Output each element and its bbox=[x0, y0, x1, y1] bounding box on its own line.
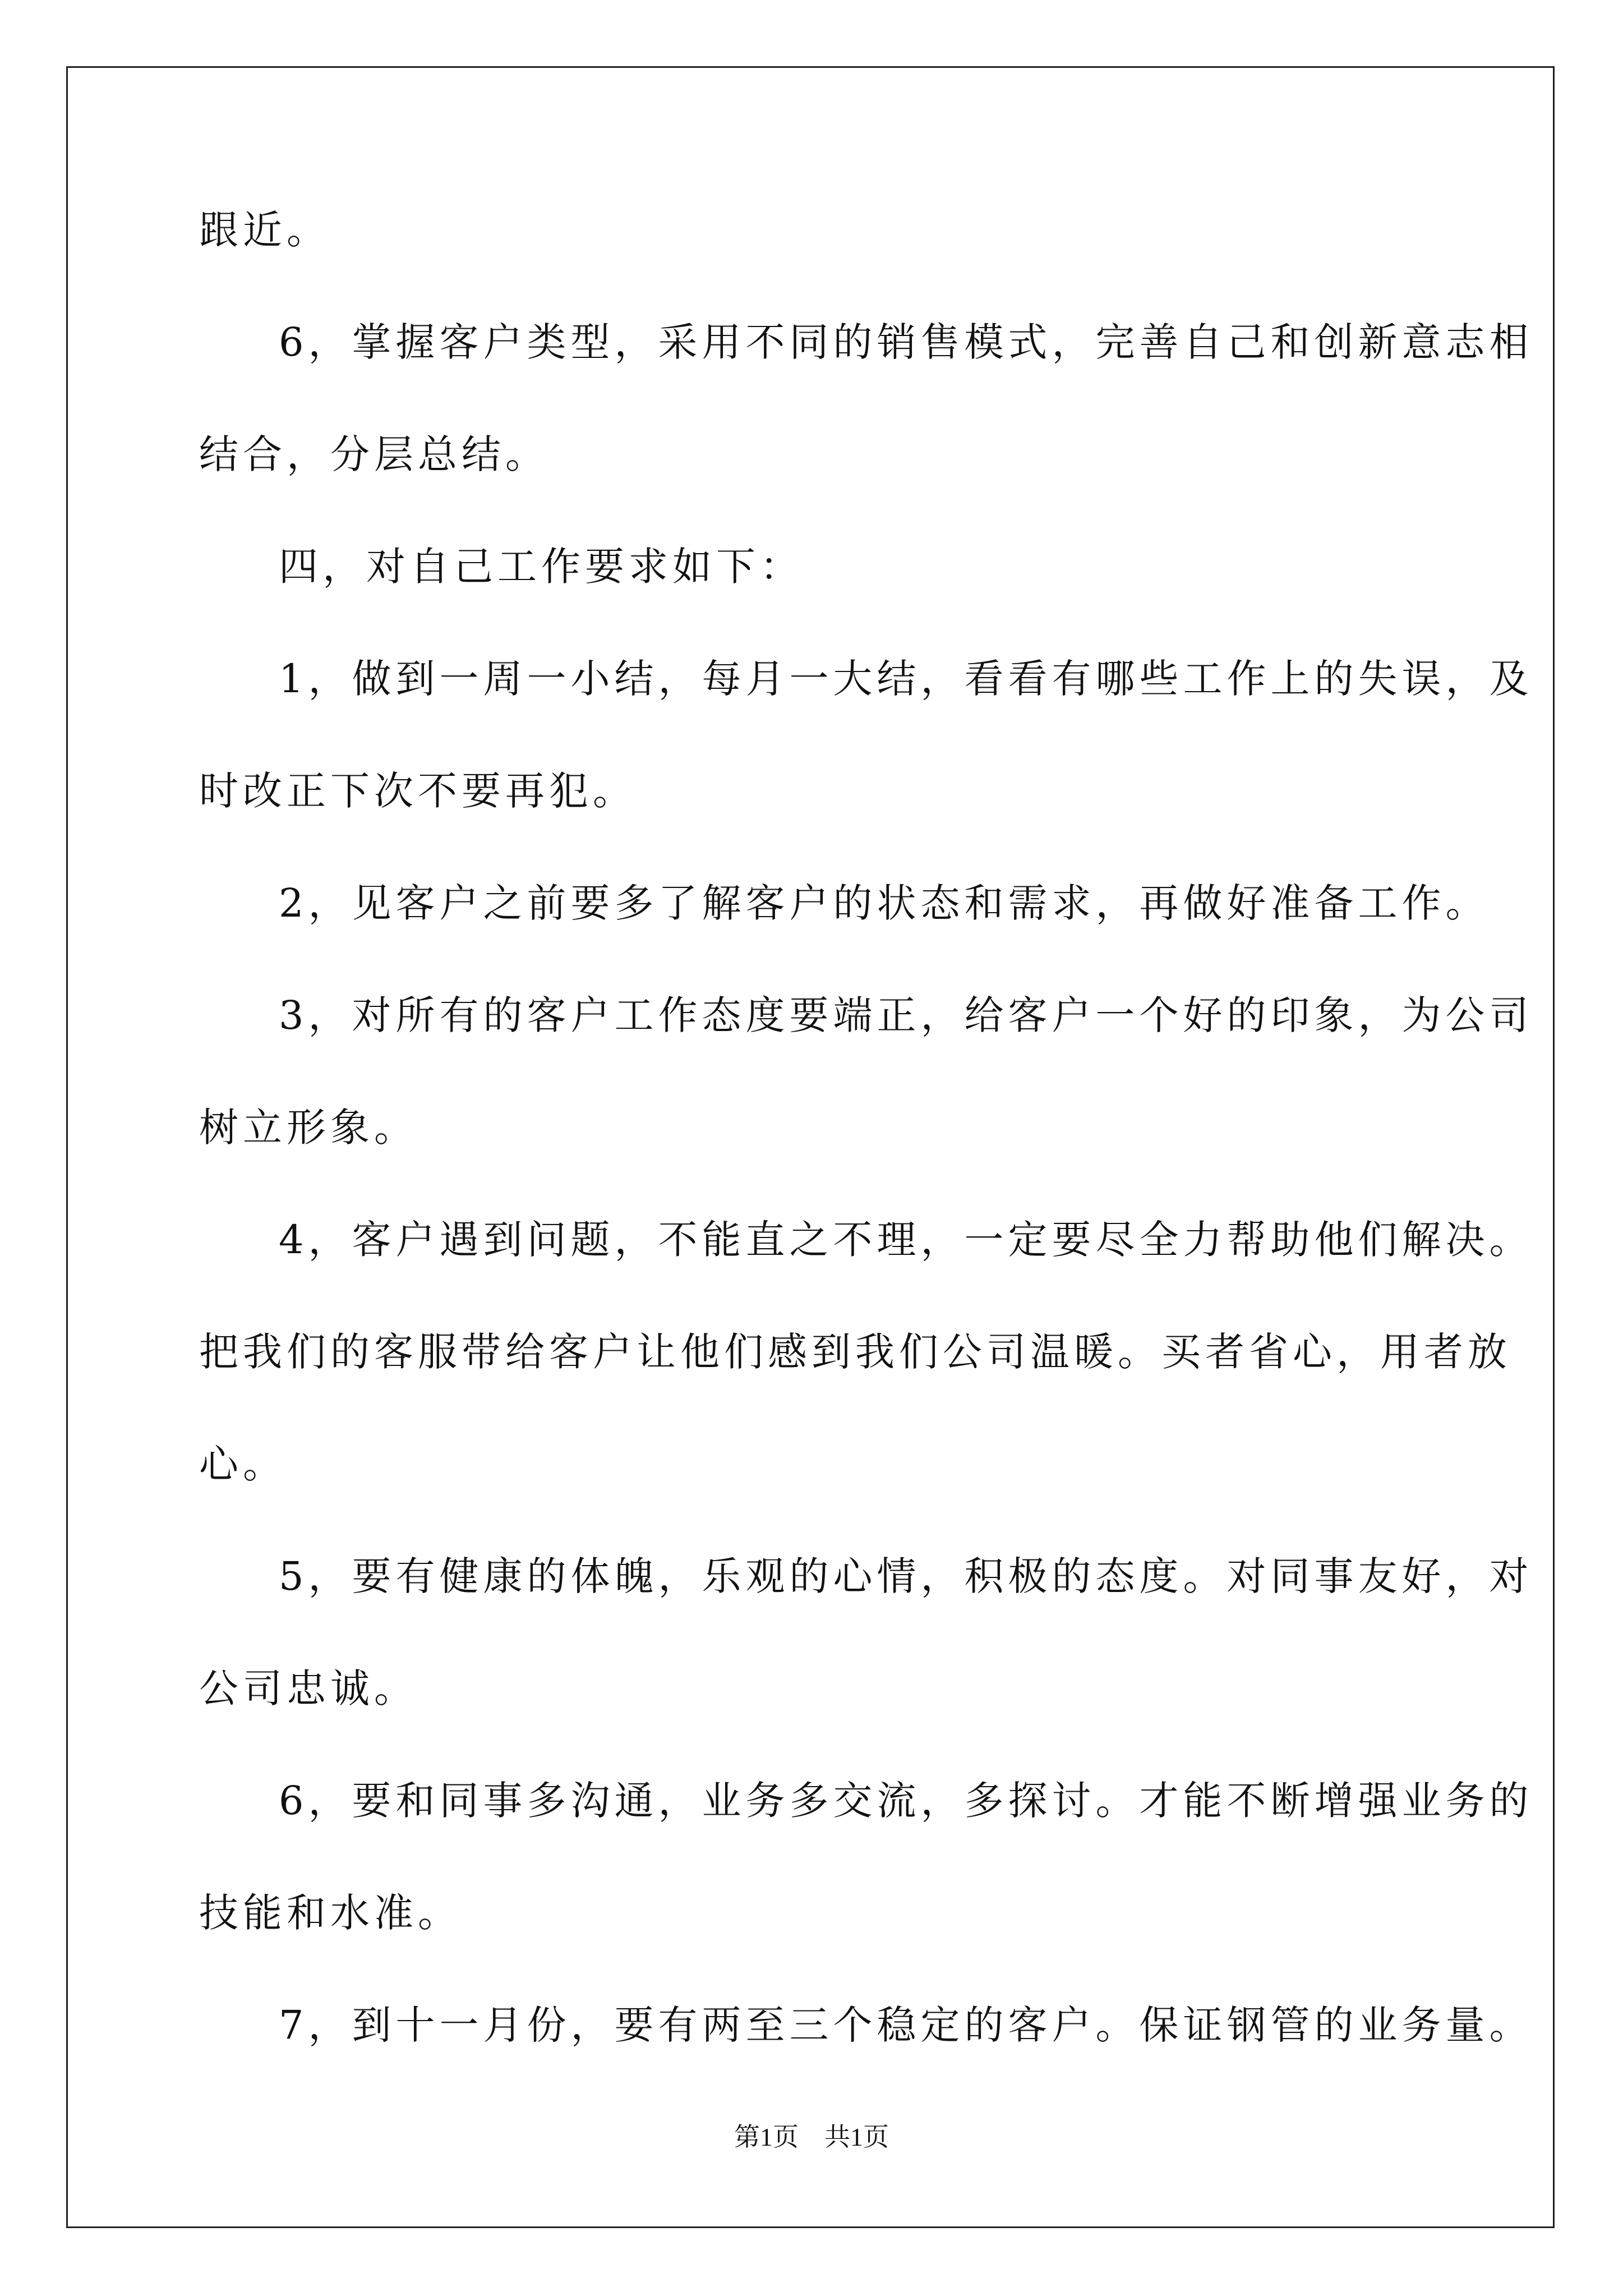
text-line: 结合，分层总结。 bbox=[199, 431, 549, 477]
text-line: 公司忠诚。 bbox=[199, 1665, 418, 1711]
text-line: 7，到十一月份，要有两至三个稳定的客户。保证钢管的业务量。 bbox=[279, 2002, 1533, 2048]
text-line: 技能和水准。 bbox=[199, 1890, 462, 1936]
text-line: 5，要有健康的体魄，乐观的心情，积极的态度。对同事友好，对 bbox=[279, 1553, 1533, 1599]
text-line: 4，客户遇到问题，不能直之不理，一定要尽全力帮助他们解决。 bbox=[279, 1217, 1533, 1263]
section-heading: 四，对自己工作要求如下： bbox=[279, 544, 804, 590]
text-line: 3，对所有的客户工作态度要端正，给客户一个好的印象，为公司 bbox=[279, 992, 1533, 1038]
text-line: 时改正下次不要再犯。 bbox=[199, 768, 637, 814]
text-line: 6，掌握客户类型，采用不同的销售模式，完善自己和创新意志相 bbox=[279, 319, 1533, 365]
text-line: 把我们的客服带给客户让他们感到我们公司温暖。买者省心，用者放 bbox=[199, 1329, 1511, 1375]
text-line: 1，做到一周一小结，每月一大结，看看有哪些工作上的失误，及 bbox=[279, 656, 1533, 702]
text-line: 心。 bbox=[199, 1441, 287, 1487]
text-line: 2，见客户之前要多了解客户的状态和需求，再做好准备工作。 bbox=[279, 880, 1490, 926]
text-line: 树立形象。 bbox=[199, 1105, 418, 1151]
text-line: 跟近。 bbox=[199, 207, 330, 253]
text-line: 6，要和同事多沟通，业务多交流，多探讨。才能不断增强业务的 bbox=[279, 1778, 1533, 1824]
page-footer: 第1页 共1页 bbox=[734, 2123, 889, 2151]
